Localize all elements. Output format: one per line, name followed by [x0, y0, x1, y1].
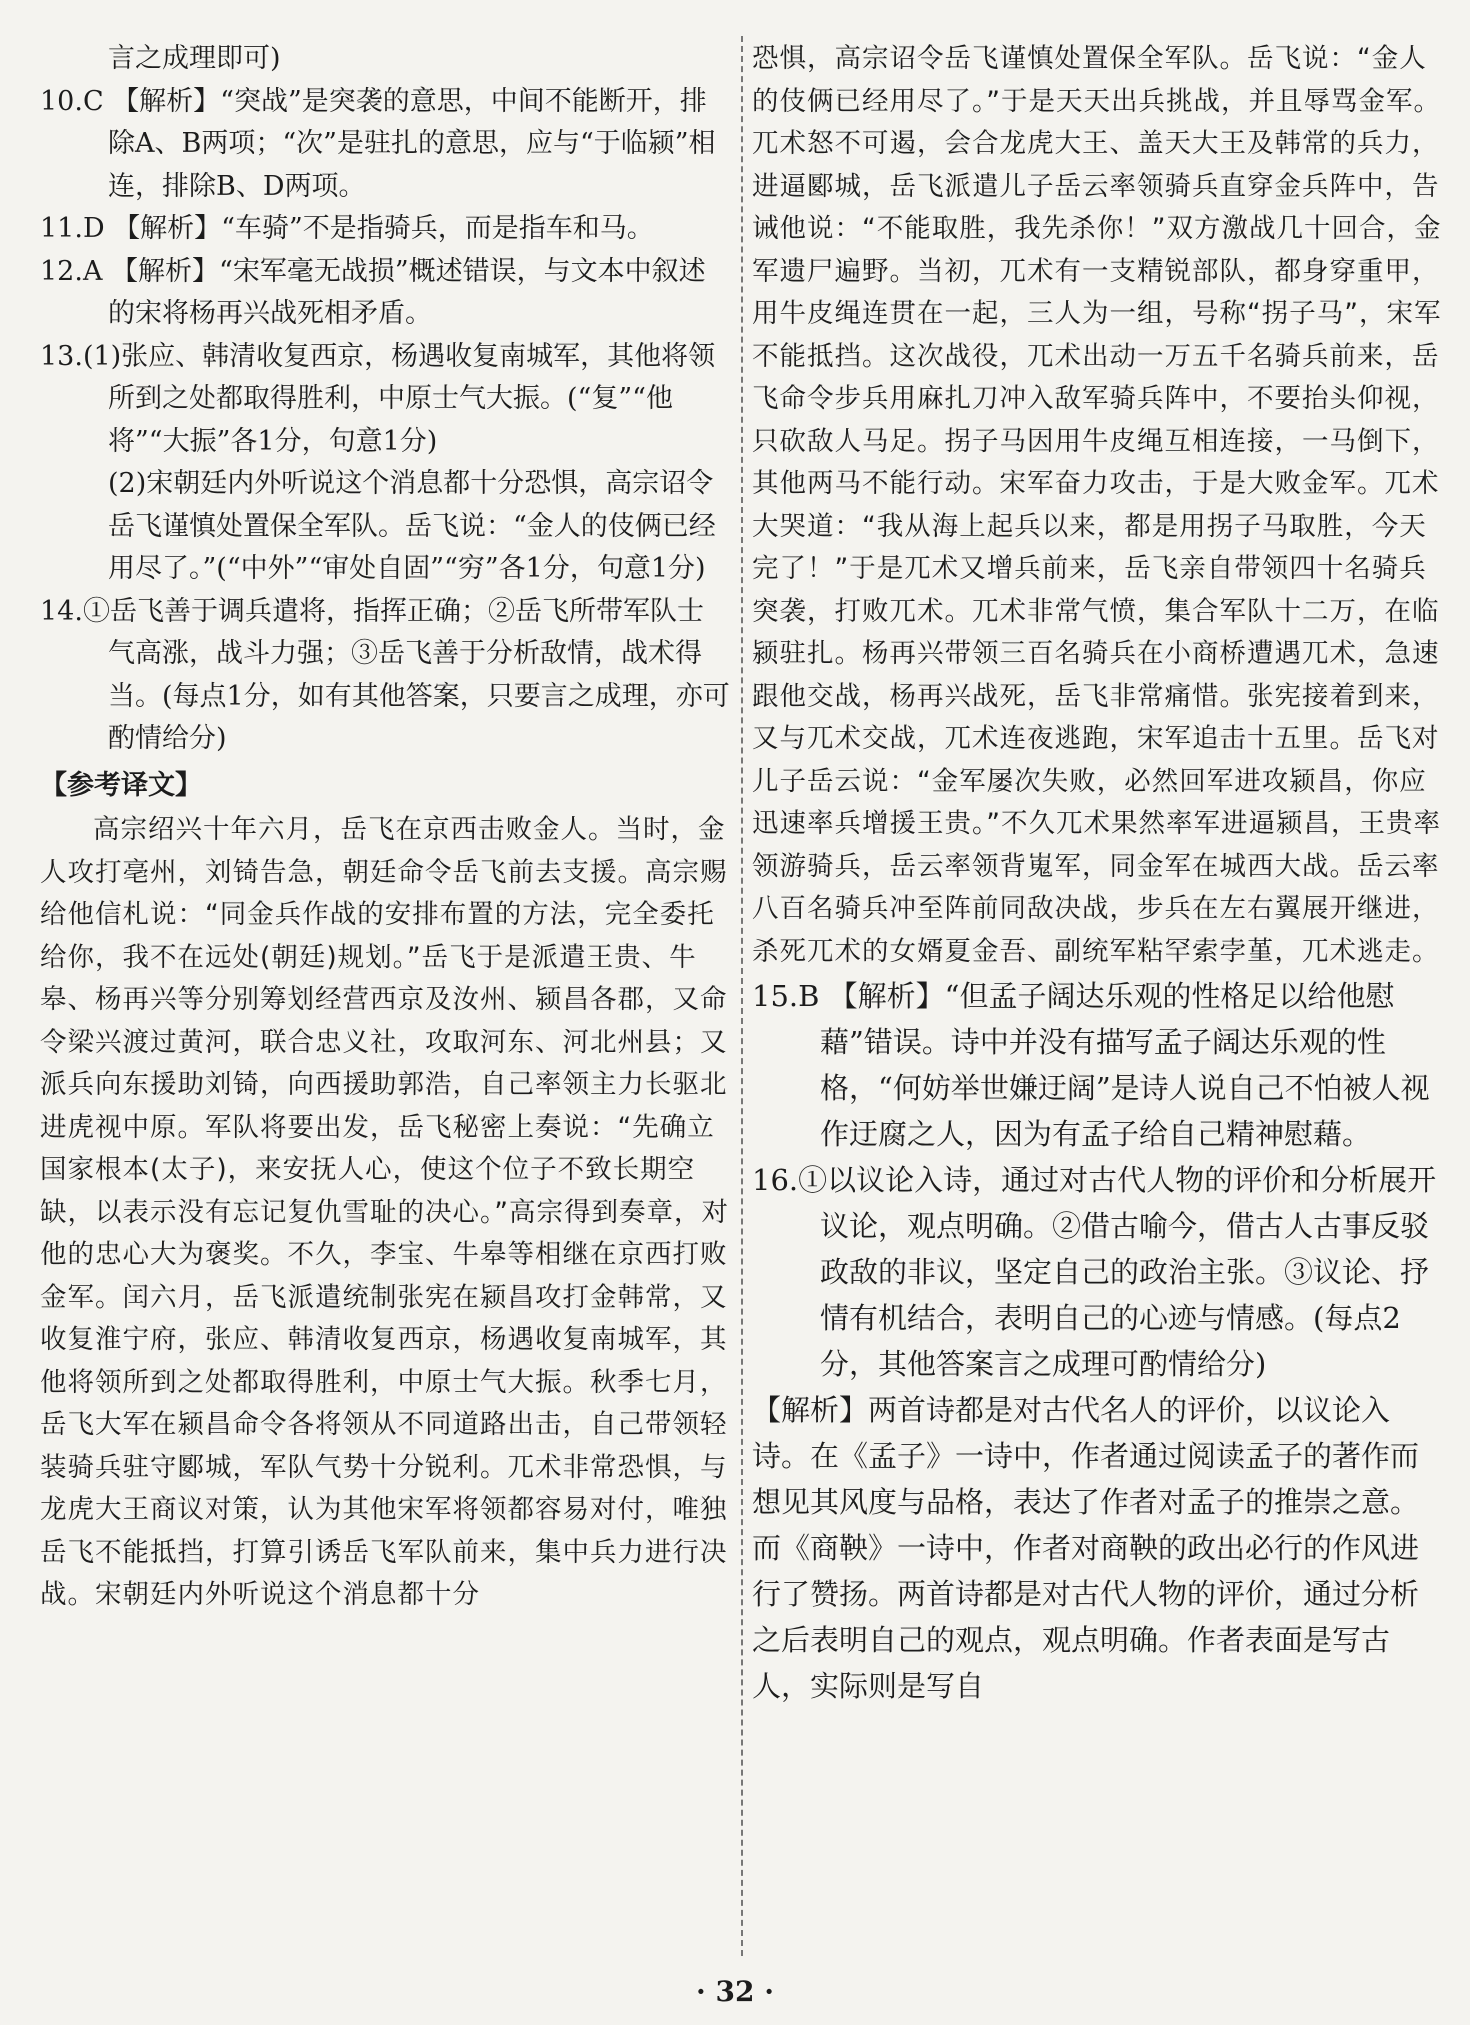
answer-10: 10.C 【解析】“突战”是突袭的意思，中间不能断开，排除A、B两项；“次”是驻扎的意思，应与“于临颍”相连，排除B、D两项。 — [40, 85, 716, 202]
reference-translation-continued: 恐惧，高宗诏令岳飞谨慎处置保全军队。岳飞说：“金人的伎俩已经用尽了。”于是天天出兵挑战，并且辱骂金军。兀术怒不可遏，会合龙虎大王、盖天大王及韩常的兵力，进逼郾城，岳飞派遣儿子岳云率领骑兵直穿金兵阵中，告诫他说：“不能取胜，我先杀你！”双方激战几十回合，金军遗尸遍野。当初，兀术有一支精锐部队，都身穿重甲，用牛皮绳连贯在一起，三人为一组，号称“拐子马”，宋军不能抵挡。这次战役，兀术出动一万五千名骑兵前来，岳飞命令步兵用麻扎刀冲入敌军骑兵阵中，不要抬头仰视，只砍敌人马足。拐子马因用牛皮绳互相连接，一马倒下，其他两马不能行动。宋军奋力攻击，于是大败金军。兀术大哭道：“我从海上起兵以来，都是用拐子马取胜，今天完了！”于是兀术又增兵前来，岳飞亲自带领四十名骑兵突袭，打败兀术。兀术非常气愤，集合军队十二万，在临颍驻扎。杨再兴带领三百名骑兵在小商桥遭遇兀术，急速跟他交战，杨再兴战死，岳飞非常痛惜。张宪接着到来，又与兀术交战，兀术连夜逃跑，宋军追击十五里。岳飞对儿子岳云说：“金军屡次失败，必然回军进攻颍昌，你应迅速率兵增援王贵。”不久兀术果然率军进逼颍昌，王贵率领游骑兵，岳云率领背嵬军，同金军在城西大战。岳云率八百名骑兵冲至阵前同敌决战，步兵在左右翼展开继进，杀死兀术的女婿夏金吾、副统军粘罕索孛堇，兀术逃走。 — [752, 43, 1442, 967]
reference-translation-title: 【参考译文】 — [40, 769, 202, 801]
answer-15: 15.B 【解析】“但孟子阔达乐观的性格足以给他慰藉”错误。诗中并没有描写孟子阔达乐观的性格，“何妨举世嫌迂阔”是诗人说自己不怕被人视作迂腐之人，因为有孟子给自己精神慰藉。 — [752, 979, 1430, 1151]
answer-14: 14.①岳飞善于调兵遣将，指挥正确；②岳飞所带军队士气高涨，战斗力强；③岳飞善于分析敌情，战术得当。(每点1分，如有其他答案，只要言之成理，亦可酌情给分) — [40, 595, 730, 754]
page-number: · 32 · — [696, 1975, 774, 2008]
left-column — [40, 38, 730, 1617]
answer-16-analysis: 【解析】两首诗都是对古代名人的评价，以议论入诗。在《孟子》一诗中，作者通过阅读孟子的著作而想见其风度与品格，表达了作者对孟子的推崇之意。而《商鞅》一诗中，作者对商鞅的政出必行的作风进行了赞扬。两首诗都是对古代人物的评价，通过分析之后表明自己的观点，观点明确。作者表面是写古人，实际则是写自 — [752, 1393, 1420, 1703]
previous-answer-tail: 言之成理即可) — [108, 43, 281, 74]
answer-11: 11.D 【解析】“车骑”不是指骑兵，而是指车和马。 — [40, 213, 654, 244]
answer-13-part-2: (2)宋朝廷内外听说这个消息都十分恐惧，高宗诏令岳飞谨慎处置保全军队。岳飞说：“金人的伎俩已经用尽了。”(“中外”“审处自固”“穷”各1分，句意1分) — [108, 468, 716, 584]
column-divider — [741, 36, 743, 1956]
right-column — [752, 38, 1442, 1709]
answer-13-part-1: 13.(1)张应、韩清收复西京，杨遇收复南城军，其他将领所到之处都取得胜利，中原士气大振。(“复”“他将”“大振”各1分，句意1分) — [40, 340, 716, 457]
answer-12: 12.A 【解析】“宋军毫无战损”概述错误，与文本中叙述的宋将杨再兴战死相矛盾。 — [40, 255, 706, 329]
answer-16: 16.①以议论入诗，通过对古代人物的评价和分析展开议论，观点明确。②借古喻今，借古人古事反驳政敌的非议，坚定自己的政治主张。③议论、抒情有机结合，表明自己的心迹与情感。(每点2分，其他答案言之成理可酌情给分) — [752, 1163, 1437, 1381]
reference-translation-text: 高宗绍兴十年六月，岳飞在京西击败金人。当时，金人攻打亳州，刘锜告急，朝廷命令岳飞前去支援。高宗赐给他信札说：“同金兵作战的安排布置的方法，完全委托给你，我不在远处(朝廷)规划。”岳飞于是派遣王贵、牛皋、杨再兴等分别筹划经营西京及汝州、颍昌各郡，又命令梁兴渡过黄河，联合忠义社，攻取河东、河北州县；又派兵向东援助刘锜，向西援助郭浩，自己率领主力长驱北进虎视中原。军队将要出发，岳飞秘密上奏说：“先确立国家根本(太子)，来安抚人心，使这个位子不致长期空缺，以表示没有忘记复仇雪耻的决心。”高宗得到奏章，对他的忠心大为褒奖。不久，李宝、牛皋等相继在京西打败金军。闰六月，岳飞派遣统制张宪在颍昌攻打金韩常，又收复淮宁府，张应、韩清收复西京，杨遇收复南城军，其他将领所到之处都取得胜利，中原士气大振。秋季七月，岳飞大军在颍昌命令各将领从不同道路出击，自己带领轻装骑兵驻守郾城，军队气势十分锐利。兀术非常恐惧，与龙虎大王商议对策，认为其他宋军将领都容易对付，唯独岳飞不能抵挡，打算引诱岳飞军队前来，集中兵力进行决战。宋朝廷内外听说这个消息都十分 — [40, 814, 729, 1610]
